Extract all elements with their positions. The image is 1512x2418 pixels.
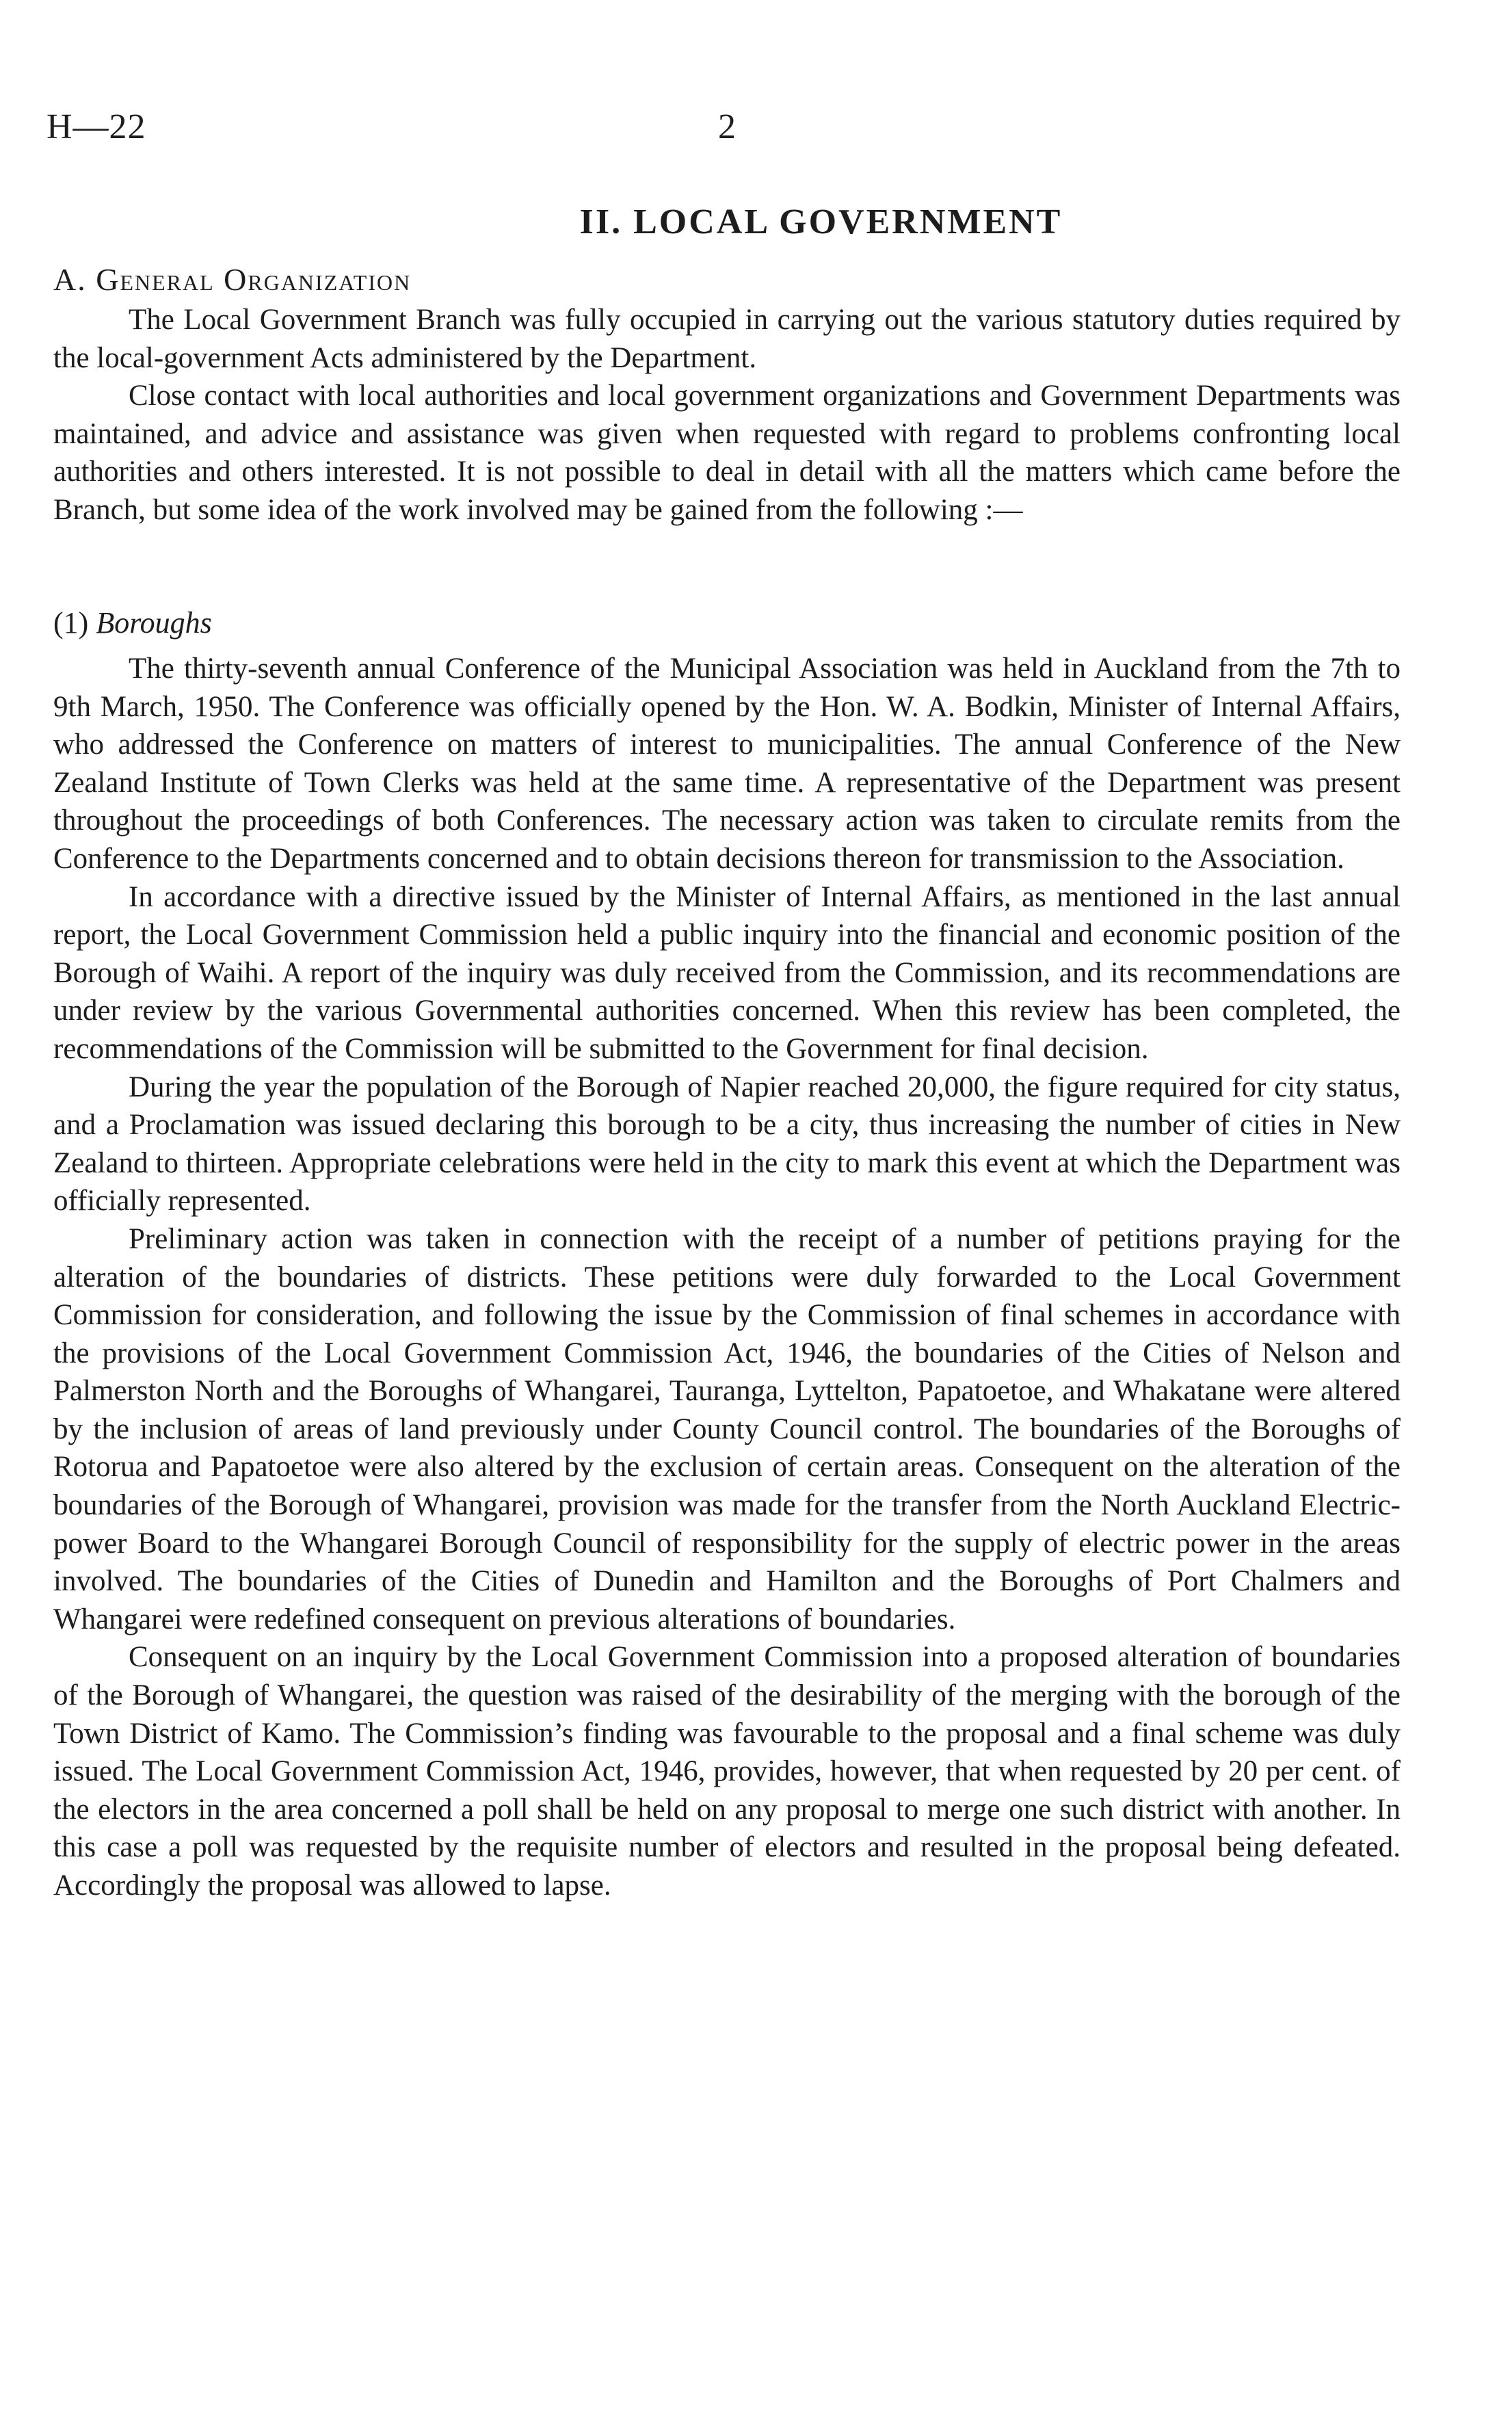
boroughs-text	[53, 650, 1401, 1905]
boroughs-heading	[53, 605, 212, 640]
heading-number: (1)	[53, 606, 89, 640]
paragraph: Close contact with local authorities and local government organizations and Government Departments was maintained, and advice and assistance was given when requested with regard to problems confronting local authorities and others interested. It is not possible to deal in detail with all the matters which came before the Branch, but some idea of the work involved may be gained from the following :—	[53, 380, 1401, 526]
paragraph: Preliminary action was taken in connection with the receipt of a number of petitions praying for the alteration of the boundaries of districts. These petitions were duly forwarded to the Local Government Commission for consideration, and following the issue by the Commission of final schemes in accordance with the provisions of the Local Government Commission Act, 1946, the boundaries of the Cities of Nelson and Palmerston North and the Boroughs of Whangarei, Tauranga, Lyttelton, Papatoetoe, and Whakatane were altered by the inclusion of areas of land previously under County Council control. The boundaries of the Boroughs of Rotorua and Papatoetoe were also altered by the exclusion of certain areas. Consequent on the alteration of the boundaries of the Borough of Whangarei, provision was made for the transfer from the North Auckland Electric-power Board to the Whangarei Borough Council of responsibility for the supply of electric power in the areas involved. The boundaries of the Cities of Dunedin and Hamilton and the Boroughs of Port Chalmers and Whangarei were redefined consequent on previous alterations of boundaries.	[53, 1222, 1401, 1635]
document-reference: H—22	[47, 107, 146, 146]
page-number: 2	[718, 107, 736, 146]
paragraph: The thirty-seventh annual Conference of the Municipal Association was held in Auckland from the 7th to 9th March, 1950. The Conference was officially opened by the Hon. W. A. Bodkin, Minister of Internal Affairs, who addressed the Conference on matters of interest to municipalities. The annual Conference of the New Zealand Institute of Town Clerks was held at the same time. A representative of the Department was present throughout the proceedings of both Conferences. The necessary action was taken to circulate remits from the Conference to the Departments concerned and to obtain decisions thereon for transmission to the Association.	[53, 653, 1401, 875]
section-title: II. LOCAL GOVERNMENT	[579, 202, 1063, 241]
paragraph: Consequent on an inquiry by the Local Government Commission into a proposed alteration of boundaries of the Borough of Whangarei, the question was raised of the desirability of the merging with the borough of the Town District of Kamo. The Commission’s finding was favourable to the proposal and a final scheme was duly issued. The Local Government Commission Act, 1946, provides, however, that when requested by 20 per cent. of the electors in the area concerned a poll shall be held on any proposal to merge one such district with another. In this case a poll was requested by the requisite number of electors and resulted in the proposal being defeated. Accordingly the proposal was allowed to lapse.	[53, 1641, 1401, 1902]
paragraph: During the year the population of the Borough of Napier reached 20,000, the figure required for city status, and a Proclamation was issued declaring this borough to be a city, thus increasing the number of cities in New Zealand to thirteen. Appropriate celebrations were held in the city to mark this event at which the Department was officially represented.	[53, 1070, 1401, 1218]
paragraph: In accordance with a directive issued by the Minister of Internal Affairs, as mentioned in the last annual report, the Local Government Commission held a public inquiry into the financial and economic position of the Borough of Waihi. A report of the inquiry was duly received from the Commission, and its recommendations are under review by the various Governmental authorities concerned. When this review has been completed, the recommendations of the Commission will be submitted to the Government for final decision.	[53, 880, 1401, 1065]
intro-text	[53, 301, 1401, 529]
paragraph: The Local Government Branch was fully occupied in carrying out the various statutory duties required by the local-government Acts administered by the Department.	[53, 304, 1401, 374]
subsection-heading: A. General Organization	[53, 262, 412, 297]
heading-label: Boroughs	[96, 606, 212, 640]
